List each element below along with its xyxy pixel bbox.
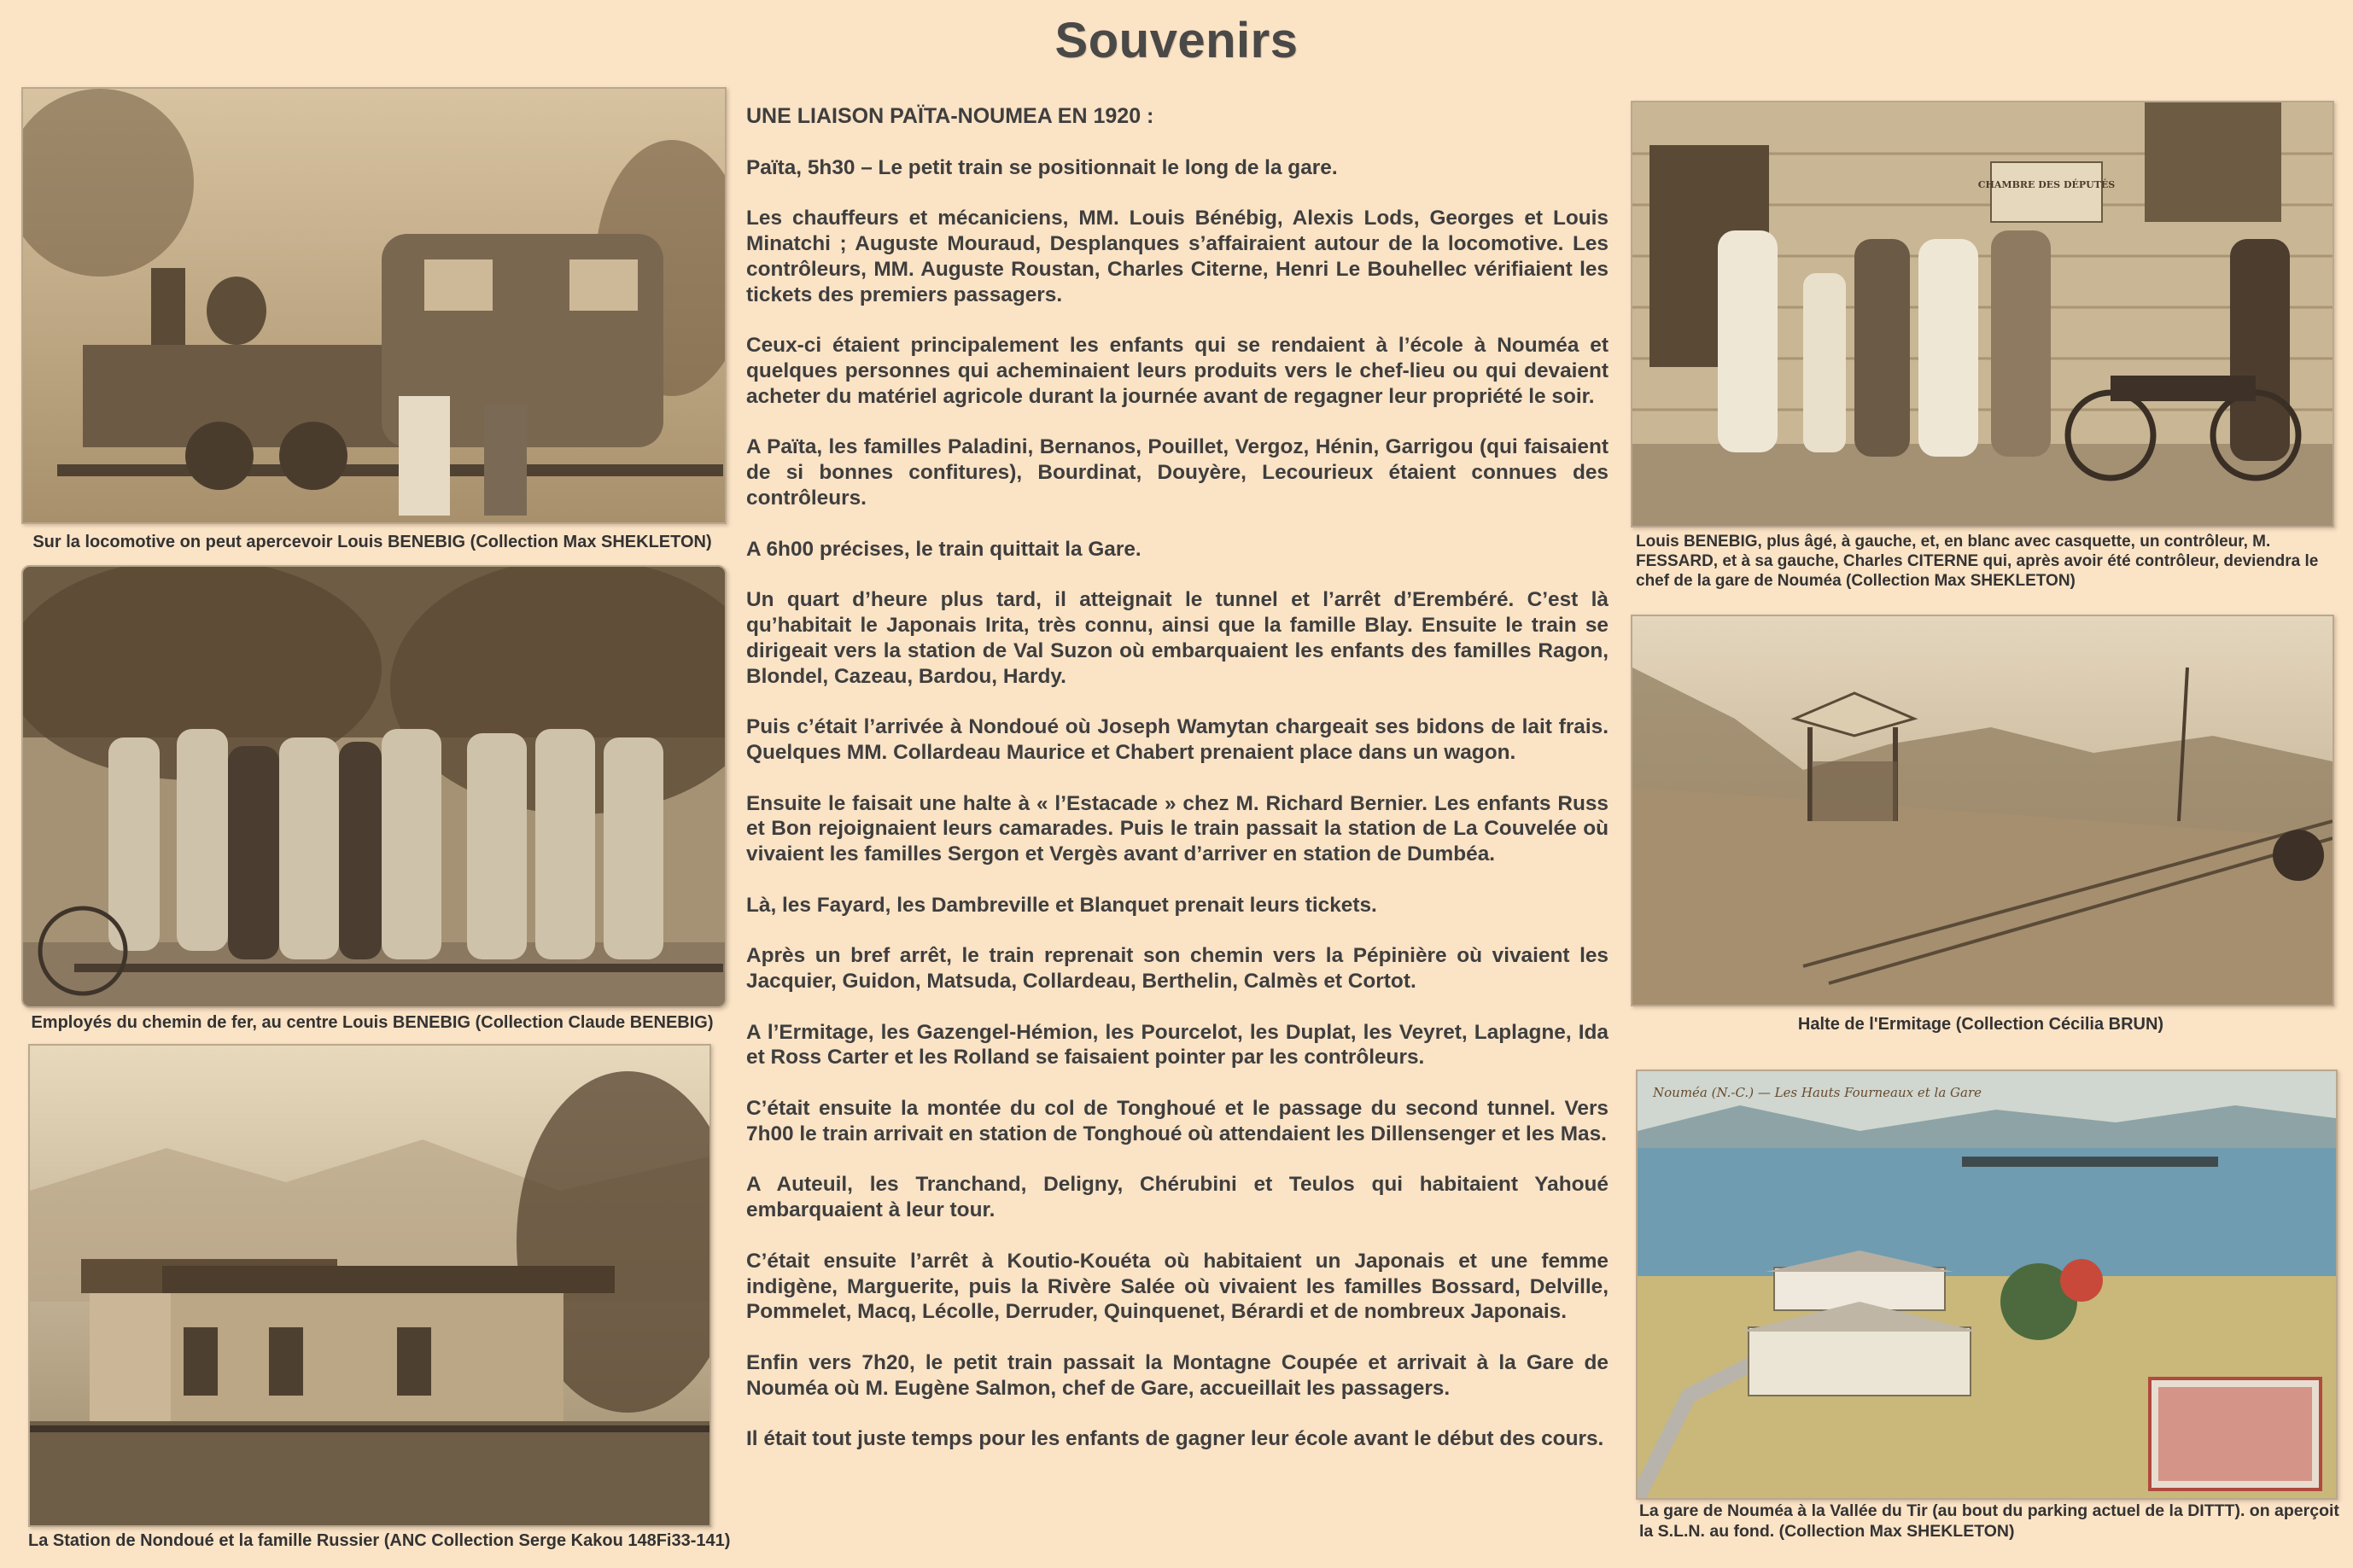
article-paragraph: Païta, 5h30 – Le petit train se positionnait le long de la gare. <box>746 155 1338 179</box>
article-paragraph: C’était ensuite l’arrêt à Koutio-Kouéta où habitaient un Japonais et une femme indigène, Marguerite, puis la Rivère Salée où vivaient les familles Bossard, Delville, Pommelet, Macq, Lécolle, Derruder, Quinquenet, Bérardi et de nombreux Japonais. <box>746 1249 1609 1324</box>
sign-text: CHAMBRE DES DÉPUTÉS <box>1977 179 2116 190</box>
employees-photo <box>21 565 727 1008</box>
article-paragraph: Là, les Fayard, les Dambreville et Blanquet prenait leurs tickets. <box>746 893 1377 917</box>
locomotive-photo <box>21 87 727 524</box>
railway-workers-group-photo-icon <box>23 567 725 1006</box>
noumea-gare-photo <box>1636 1070 2338 1500</box>
station-building-photo-icon <box>30 1046 709 1525</box>
page-title: Souvenirs <box>1054 13 1299 68</box>
colored-postcard-photo-icon <box>1638 1071 2336 1498</box>
article-paragraph: Les chauffeurs et mécaniciens, MM. Louis Bénébig, Alexis Lods, Georges et Louis Minatchi ; Auguste Mouraud, Desplanques s’affairaient autour de la locomotive. Les contrôleurs, MM. Auguste Roustan, Charles Citerne, Henri Le Bouhellec vérifiaient les tickets des premiers passagers. <box>746 207 1609 306</box>
locomotive-caption: Sur la locomotive on peut apercevoir Louis BENEBIG (Collection Max SHEKLETON) <box>32 533 712 551</box>
employees-caption: Employés du chemin de fer, au centre Louis BENEBIG (Collection Claude BENEBIG) <box>31 1013 714 1032</box>
article-paragraph: Un quart d’heure plus tard, il atteignait le tunnel et l’arrêt d’Erembéré. C’est là qu’habitait le Japonais Irita, très connu, ainsi que la famille Blay. Ensuite le train se dirigeait vers la station de Val Suzon où embarquaient les enfants des familles Ragon, Blondel, Cazeau, Bardou, Hardy. <box>746 588 1609 688</box>
nondoue-caption: La Station de Nondoué et la famille Russier (ANC Collection Serge Kakou 148Fi33-141) <box>28 1531 731 1550</box>
benebig-group-caption: Louis BENEBIG, plus âgé, à gauche, et, en blanc avec casquette, un contrôleur, M. FESSARD, et à sa gauche, Charles CITERNE qui, après avoir été contrôleur, deviendra le chef de la gare de Nouméa (Collection Max SHEKLETON) <box>1636 533 2319 590</box>
article-paragraph: Après un bref arrêt, le train reprenait son chemin vers la Pépinière où vivaient les Jacquier, Guidon, Matsuda, Collardeau, Berthelin, Calmès et Cortot. <box>746 944 1609 994</box>
article-paragraph: Puis c’était l’arrivée à Nondoué où Joseph Wamytan chargeait ses bidons de lait frais. Quelques MM. Collardeau Maurice et Chabert prenaient place dans un wagon. <box>746 715 1609 764</box>
postcard-title: Nouméa (N.-C.) — Les Hauts Fourneaux et la Gare <box>1653 1085 1982 1100</box>
article-headline: UNE LIAISON PAÏTA-NOUMEA EN 1920 : <box>746 104 1154 128</box>
article <box>746 104 1609 1478</box>
ermitage-caption: Halte de l'Ermitage (Collection Cécilia BRUN) <box>1797 1015 2164 1034</box>
nondoue-photo <box>28 1044 711 1527</box>
article-paragraph: Ensuite le faisait une halte à « l’Estacade » chez M. Richard Bernier. Les enfants Russ et Bon rejoignaient leurs camarades. Puis le train passait la station de La Couvelée où vivaient les familles Sergon et Vergès avant d’arriver en station de Dumbéa. <box>746 791 1609 866</box>
men-with-motorcycle-photo-icon <box>1632 102 2333 526</box>
railway-halt-shelter-photo-icon <box>1632 616 2333 1005</box>
article-paragraph: A Auteuil, les Tranchand, Deligny, Chérubini et Teulos qui habitaient Yahoué embarquaient à leur tour. <box>746 1173 1609 1222</box>
article-paragraph: A Païta, les familles Paladini, Bernanos, Pouillet, Vergoz, Hénin, Garrigou (qui faisaient de si bonnes confitures), Bourdinat, Douyère, Lecourieux étaient connues des contrôleurs. <box>746 435 1609 510</box>
article-paragraph: A l’Ermitage, les Gazengel-Hémion, les Pourcelot, les Duplat, les Veyret, Laplagne, Ida et Ross Carter et les Rolland se faisaient pointer par les contrôleurs. <box>746 1020 1609 1070</box>
article-paragraph: Il était tout juste temps pour les enfants de gagner leur école avant le début des cours. <box>746 1427 1604 1451</box>
noumea-gare-caption: La gare de Nouméa à la Vallée du Tir (au bout du parking actuel de la DITTT). on aperçoit la S.L.N. au fond. (Collection Max SHEKLETON) <box>1639 1501 2339 1541</box>
article-paragraph: A 6h00 précises, le train quittait la Gare. <box>746 537 1141 561</box>
article-paragraph: Ceux-ci étaient principalement les enfants qui se rendaient à l’école à Nouméa et quelques personnes qui acheminaient leurs produits vers le chef-lieu ou qui devaient acheter du matériel agricole durant la journée avant de regagner leur propriété le soir. <box>746 334 1609 408</box>
steam-locomotive-photo-icon <box>23 89 725 522</box>
ermitage-photo <box>1631 615 2334 1006</box>
benebig-group-photo <box>1631 101 2334 528</box>
article-paragraph: Enfin vers 7h20, le petit train passait la Montagne Coupée et arrivait à la Gare de Nouméa où M. Eugène Salmon, chef de Gare, accueillait les passagers. <box>746 1351 1609 1400</box>
article-paragraph: C’était ensuite la montée du col de Tonghoué et le passage du second tunnel. Vers 7h00 le train arrivait en station de Tonghoué où attendaient les Dillensenger et les Mas. <box>746 1097 1609 1145</box>
